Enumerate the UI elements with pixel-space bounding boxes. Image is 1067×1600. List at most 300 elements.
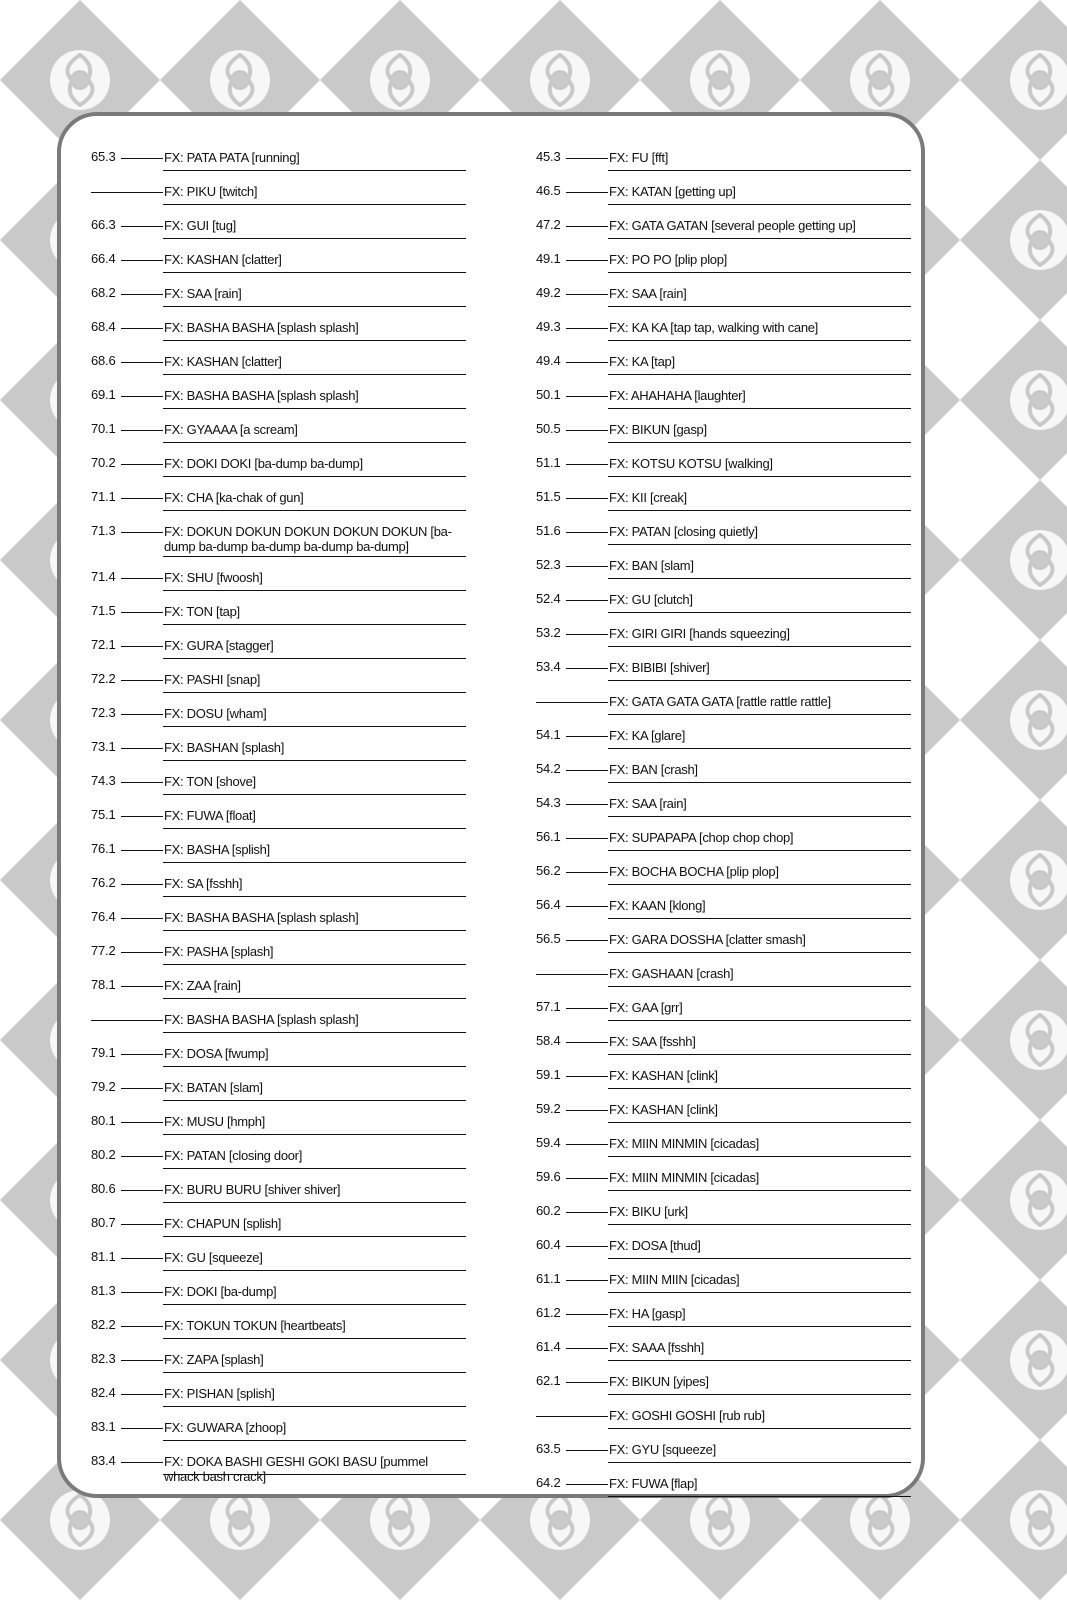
fx-translation: FX: GOSHI GOSHI [rub rub]	[609, 1408, 765, 1423]
panel-reference: 59.1	[536, 1067, 561, 1082]
underline-rule	[608, 1054, 911, 1055]
leader-line	[566, 532, 608, 533]
panel-reference: 63.5	[536, 1441, 561, 1456]
fx-translation: FX: CHAPUN [splish]	[164, 1216, 282, 1231]
leader-line	[566, 226, 608, 227]
fx-translation: FX: BAN [slam]	[609, 558, 694, 573]
underline-rule	[608, 1394, 911, 1395]
fx-entry	[536, 318, 916, 352]
fx-translation: FX: SA [fsshh]	[164, 876, 243, 891]
leader-line	[121, 1190, 163, 1191]
fx-translation: FX: BASHA BASHA [splash splash]	[164, 910, 359, 925]
underline-rule	[608, 1326, 911, 1327]
leader-line	[121, 430, 163, 431]
fx-entry	[91, 738, 471, 772]
panel-reference: 73.1	[91, 739, 116, 754]
fx-entry	[536, 1236, 916, 1270]
fx-translation: FX: PIKU [twitch]	[164, 184, 258, 199]
fx-translation: FX: GUI [tug]	[164, 218, 236, 233]
fx-entry	[91, 942, 471, 976]
underline-rule	[608, 544, 911, 545]
leader-line	[566, 260, 608, 261]
fx-translation: FX: KA KA [tap tap, walking with cane]	[609, 320, 818, 335]
fx-entry	[91, 386, 471, 420]
leader-line	[566, 328, 608, 329]
fx-entry	[536, 1202, 916, 1236]
fx-translation: FX: GYU [squeeze]	[609, 1442, 716, 1457]
underline-rule	[163, 624, 466, 625]
fx-translation: FX: BAN [crash]	[609, 762, 698, 777]
fx-translation: FX: BURU BURU [shiver shiver]	[164, 1182, 341, 1197]
fx-entry	[91, 1452, 471, 1486]
fx-entry	[91, 908, 471, 942]
fx-entry	[91, 1112, 471, 1146]
fx-translation: FX: GU [clutch]	[609, 592, 693, 607]
panel-reference: 72.1	[91, 637, 116, 652]
panel-reference: 72.2	[91, 671, 116, 686]
fx-entry	[91, 840, 471, 874]
panel-reference: 61.1	[536, 1271, 561, 1286]
underline-rule	[608, 1088, 911, 1089]
panel-reference	[91, 1010, 121, 1028]
underline-rule	[608, 748, 911, 749]
leader-line	[121, 362, 163, 363]
underline-rule	[608, 238, 911, 239]
panel-reference	[536, 692, 566, 710]
underline-rule	[163, 1202, 466, 1203]
panel-reference: 49.4	[536, 353, 561, 368]
fx-entry	[536, 182, 916, 216]
underline-rule	[608, 1224, 911, 1225]
panel-reference: 77.2	[91, 943, 116, 958]
leader-line	[121, 612, 163, 613]
panel-reference: 49.1	[536, 251, 561, 266]
panel-reference: 53.4	[536, 659, 561, 674]
leader-line	[566, 1314, 608, 1315]
fx-entry	[536, 216, 916, 250]
fx-translation: FX: BIKU [urk]	[609, 1204, 688, 1219]
fx-translation: FX: GIRI GIRI [hands squeezing]	[609, 626, 790, 641]
leader-line	[121, 1156, 163, 1157]
leader-line	[121, 782, 163, 783]
underline-rule	[163, 476, 466, 477]
panel-reference: 68.4	[91, 319, 116, 334]
panel-reference: 79.2	[91, 1079, 116, 1094]
underline-rule	[163, 340, 466, 341]
leader-line	[566, 362, 608, 363]
fx-entry	[536, 1066, 916, 1100]
fx-translation: FX: CHA [ka-chak of gun]	[164, 490, 304, 505]
leader-line	[566, 1008, 608, 1009]
fx-entry	[536, 896, 916, 930]
fx-entry	[91, 568, 471, 602]
leader-line	[121, 1394, 163, 1395]
fx-translation: FX: KA [glare]	[609, 728, 686, 743]
fx-entry	[536, 692, 916, 726]
fx-entry	[536, 1372, 916, 1406]
fx-translation: FX: AHAHAHA [laughter]	[609, 388, 746, 403]
underline-rule	[163, 1372, 466, 1373]
fx-translation: FX: SAA [rain]	[609, 796, 687, 811]
panel-reference: 71.1	[91, 489, 116, 504]
underline-rule	[163, 556, 466, 557]
fx-translation: FX: HA [gasp]	[609, 1306, 686, 1321]
panel-reference: 59.4	[536, 1135, 561, 1150]
panel-reference: 56.5	[536, 931, 561, 946]
fx-translation: FX: KII [creak]	[609, 490, 687, 505]
underline-rule	[163, 408, 466, 409]
leader-line	[566, 1280, 608, 1281]
leader-line	[566, 872, 608, 873]
fx-entry	[536, 1338, 916, 1372]
underline-rule	[608, 1428, 911, 1429]
leader-line	[536, 974, 608, 975]
panel-reference: 76.1	[91, 841, 116, 856]
fx-translation: FX: FUWA [float]	[164, 808, 256, 823]
leader-line	[536, 702, 608, 703]
panel-reference: 76.4	[91, 909, 116, 924]
leader-line	[121, 646, 163, 647]
panel-reference: 81.3	[91, 1283, 116, 1298]
underline-rule	[608, 442, 911, 443]
underline-rule	[608, 1258, 911, 1259]
fx-translation: FX: GARA DOSSHA [clatter smash]	[609, 932, 806, 947]
panel-reference	[536, 1406, 566, 1424]
fx-translation: FX: BIKUN [yipes]	[609, 1374, 709, 1389]
fx-entry	[536, 998, 916, 1032]
panel-reference: 59.6	[536, 1169, 561, 1184]
panel-reference: 60.2	[536, 1203, 561, 1218]
fx-entry	[91, 670, 471, 704]
leader-line	[121, 294, 163, 295]
panel-reference: 66.3	[91, 217, 116, 232]
fx-translation: FX: SAA [rain]	[609, 286, 687, 301]
leader-line	[566, 1042, 608, 1043]
leader-line	[566, 396, 608, 397]
fx-entry	[91, 1180, 471, 1214]
underline-rule	[608, 986, 911, 987]
fx-entry	[91, 602, 471, 636]
underline-rule	[608, 340, 911, 341]
leader-line	[121, 498, 163, 499]
underline-rule	[163, 998, 466, 999]
panel-reference: 51.1	[536, 455, 561, 470]
leader-line	[566, 600, 608, 601]
panel-reference: 75.1	[91, 807, 116, 822]
underline-rule	[163, 1168, 466, 1169]
fx-entry	[91, 704, 471, 738]
fx-entry	[536, 658, 916, 692]
fx-entry	[91, 772, 471, 806]
fx-entry	[91, 1078, 471, 1112]
fx-translation: FX: MIIN MINMIN [cicadas]	[609, 1136, 759, 1151]
fx-translation: FX: FU [fft]	[609, 150, 669, 165]
underline-rule	[163, 1134, 466, 1135]
panel-reference: 83.4	[91, 1453, 116, 1468]
fx-entry	[536, 964, 916, 998]
panel-reference: 60.4	[536, 1237, 561, 1252]
panel-reference: 61.2	[536, 1305, 561, 1320]
fx-translation: FX: KA [tap]	[609, 354, 675, 369]
fx-entry	[536, 1440, 916, 1474]
fx-translation: FX: MUSU [hmph]	[164, 1114, 265, 1129]
fx-entry	[91, 522, 471, 568]
underline-rule	[608, 646, 911, 647]
fx-translation: FX: PATA PATA [running]	[164, 150, 300, 165]
panel-reference: 83.1	[91, 1419, 116, 1434]
fx-translation: FX: KASHAN [clatter]	[164, 252, 282, 267]
panel-reference: 62.1	[536, 1373, 561, 1388]
fx-translation: FX: ZAA [rain]	[164, 978, 241, 993]
fx-translation: FX: SAA [fsshh]	[609, 1034, 696, 1049]
panel-reference: 80.6	[91, 1181, 116, 1196]
leader-line	[566, 804, 608, 805]
panel-reference: 82.2	[91, 1317, 116, 1332]
underline-rule	[163, 1474, 466, 1475]
fx-translation: FX: BASHAN [splash]	[164, 740, 285, 755]
panel-reference: 82.4	[91, 1385, 116, 1400]
fx-translation: FX: DOKI [ba-dump]	[164, 1284, 277, 1299]
underline-rule	[608, 170, 911, 171]
fx-translation: FX: MIIN MIIN [cicadas]	[609, 1272, 740, 1287]
leader-line	[121, 1258, 163, 1259]
leader-line	[566, 940, 608, 941]
fx-entry	[536, 148, 916, 182]
panel-reference	[536, 964, 566, 982]
leader-line	[121, 816, 163, 817]
leader-line	[121, 1054, 163, 1055]
underline-rule	[163, 374, 466, 375]
panel-reference: 57.1	[536, 999, 561, 1014]
panel-reference: 45.3	[536, 149, 561, 164]
leader-line	[121, 1360, 163, 1361]
leader-line	[121, 532, 163, 533]
fx-translation: FX: PASHA [splash]	[164, 944, 274, 959]
leader-line	[121, 1224, 163, 1225]
panel-reference	[91, 182, 121, 200]
underline-rule	[163, 1406, 466, 1407]
fx-translation: FX: PATAN [closing quietly]	[609, 524, 758, 539]
underline-rule	[608, 510, 911, 511]
leader-line	[121, 1292, 163, 1293]
underline-rule	[163, 442, 466, 443]
fx-entry	[536, 1100, 916, 1134]
underline-rule	[608, 1360, 911, 1361]
underline-rule	[163, 1338, 466, 1339]
fx-translation: FX: GATA GATA GATA [rattle rattle rattle]	[609, 694, 831, 709]
leader-line	[121, 1462, 163, 1463]
panel-reference: 58.4	[536, 1033, 561, 1048]
leader-line	[121, 328, 163, 329]
leader-line	[566, 634, 608, 635]
fx-entry	[91, 454, 471, 488]
panel-reference: 69.1	[91, 387, 116, 402]
underline-rule	[608, 918, 911, 919]
underline-rule	[608, 306, 911, 307]
underline-rule	[608, 1496, 911, 1497]
fx-translation: FX: TON [shove]	[164, 774, 256, 789]
underline-rule	[163, 204, 466, 205]
leader-line	[121, 680, 163, 681]
panel-reference: 61.4	[536, 1339, 561, 1354]
underline-rule	[163, 1270, 466, 1271]
underline-rule	[163, 1100, 466, 1101]
leader-line	[121, 158, 163, 159]
fx-translation: FX: BIKUN [gasp]	[609, 422, 707, 437]
panel-reference: 59.2	[536, 1101, 561, 1116]
fx-entry	[536, 284, 916, 318]
fx-entry	[91, 636, 471, 670]
underline-rule	[163, 828, 466, 829]
fx-entry	[536, 1474, 916, 1508]
fx-entry	[91, 1418, 471, 1452]
underline-rule	[163, 794, 466, 795]
fx-translation: FX: DOSU [wham]	[164, 706, 267, 721]
underline-rule	[163, 1066, 466, 1067]
fx-translation: FX: SAAA [fsshh]	[609, 1340, 704, 1355]
panel-reference: 79.1	[91, 1045, 116, 1060]
leader-line	[121, 226, 163, 227]
fx-entry	[91, 806, 471, 840]
panel-reference: 80.7	[91, 1215, 116, 1230]
underline-rule	[608, 272, 911, 273]
panel-reference: 50.5	[536, 421, 561, 436]
fx-translation: FX: PASHI [snap]	[164, 672, 261, 687]
leader-line	[121, 1122, 163, 1123]
leader-line	[121, 260, 163, 261]
fx-entry	[91, 1248, 471, 1282]
panel-reference: 56.1	[536, 829, 561, 844]
leader-line	[566, 1382, 608, 1383]
fx-translation: FX: KAAN [klong]	[609, 898, 706, 913]
panel-reference: 66.4	[91, 251, 116, 266]
fx-translation: FX: MIIN MINMIN [cicadas]	[609, 1170, 759, 1185]
underline-rule	[608, 476, 911, 477]
panel-reference: 46.5	[536, 183, 561, 198]
leader-line	[91, 192, 163, 193]
underline-rule	[608, 1156, 911, 1157]
leader-line	[566, 464, 608, 465]
fx-translation: FX: KASHAN [clink]	[609, 1068, 718, 1083]
panel-reference: 64.2	[536, 1475, 561, 1490]
leader-line	[121, 1428, 163, 1429]
fx-entry	[91, 1146, 471, 1180]
fx-entry	[536, 862, 916, 896]
fx-entry	[91, 318, 471, 352]
leader-line	[566, 430, 608, 431]
fx-translation: FX: DOKUN DOKUN DOKUN DOKUN DOKUN [ba-dump ba-dump ba-dump ba-dump ba-dump]	[164, 524, 452, 554]
underline-rule	[163, 1304, 466, 1305]
panel-reference: 54.2	[536, 761, 561, 776]
leader-line	[121, 850, 163, 851]
underline-rule	[608, 578, 911, 579]
panel-reference: 56.4	[536, 897, 561, 912]
fx-entry	[91, 182, 471, 216]
underline-rule	[608, 1292, 911, 1293]
fx-translation: FX: PISHAN [splish]	[164, 1386, 275, 1401]
underline-rule	[163, 1236, 466, 1237]
fx-translation: FX: GUWARA [zhoop]	[164, 1420, 286, 1435]
leader-line	[566, 158, 608, 159]
fx-entry	[91, 1384, 471, 1418]
leader-line	[566, 294, 608, 295]
leader-line	[566, 1076, 608, 1077]
underline-rule	[608, 816, 911, 817]
fx-entry	[91, 1010, 471, 1044]
panel-reference: 81.1	[91, 1249, 116, 1264]
fx-entry	[536, 1032, 916, 1066]
panel-reference: 49.2	[536, 285, 561, 300]
leader-line	[566, 838, 608, 839]
leader-line	[121, 884, 163, 885]
fx-entry	[91, 1316, 471, 1350]
fx-translation: FX: GYAAAA [a scream]	[164, 422, 298, 437]
fx-entry	[91, 976, 471, 1010]
fx-entry	[536, 828, 916, 862]
panel-reference: 76.2	[91, 875, 116, 890]
underline-rule	[608, 408, 911, 409]
panel-reference: 65.3	[91, 149, 116, 164]
leader-line	[566, 498, 608, 499]
fx-entry	[91, 874, 471, 908]
panel-reference: 80.1	[91, 1113, 116, 1128]
leader-line	[121, 748, 163, 749]
fx-translation: FX: KASHAN [clink]	[609, 1102, 718, 1117]
panel-reference: 68.6	[91, 353, 116, 368]
fx-translation: FX: BASHA BASHA [splash splash]	[164, 388, 359, 403]
fx-entry	[536, 624, 916, 658]
fx-entry	[536, 454, 916, 488]
leader-line	[121, 918, 163, 919]
panel-reference: 78.1	[91, 977, 116, 992]
fx-translation: FX: SHU [fwoosh]	[164, 570, 263, 585]
fx-translation: FX: BOCHA BOCHA [plip plop]	[609, 864, 779, 879]
fx-entry	[91, 216, 471, 250]
underline-rule	[163, 964, 466, 965]
panel-reference: 51.6	[536, 523, 561, 538]
fx-entry	[536, 1270, 916, 1304]
leader-line	[566, 770, 608, 771]
panel-reference: 70.2	[91, 455, 116, 470]
underline-rule	[608, 612, 911, 613]
leader-line	[566, 1348, 608, 1349]
underline-rule	[163, 272, 466, 273]
fx-translation: FX: PO PO [plip plop]	[609, 252, 727, 267]
leader-line	[121, 1326, 163, 1327]
panel-reference: 54.3	[536, 795, 561, 810]
underline-rule	[163, 760, 466, 761]
fx-entry	[536, 1304, 916, 1338]
fx-entry	[91, 284, 471, 318]
underline-rule	[608, 1122, 911, 1123]
fx-entry	[91, 1214, 471, 1248]
fx-entry	[91, 250, 471, 284]
underline-rule	[163, 692, 466, 693]
underline-rule	[163, 590, 466, 591]
leader-line	[121, 952, 163, 953]
fx-translation: FX: BASHA BASHA [splash splash]	[164, 1012, 359, 1027]
fx-translation: FX: KOTSU KOTSU [walking]	[609, 456, 773, 471]
panel-reference: 82.3	[91, 1351, 116, 1366]
fx-entry	[91, 1044, 471, 1078]
panel-reference: 68.2	[91, 285, 116, 300]
panel-reference: 54.1	[536, 727, 561, 742]
panel-reference: 74.3	[91, 773, 116, 788]
fx-translation: FX: GU [squeeze]	[164, 1250, 263, 1265]
panel-reference: 80.2	[91, 1147, 116, 1162]
leader-line	[566, 906, 608, 907]
leader-line	[121, 396, 163, 397]
